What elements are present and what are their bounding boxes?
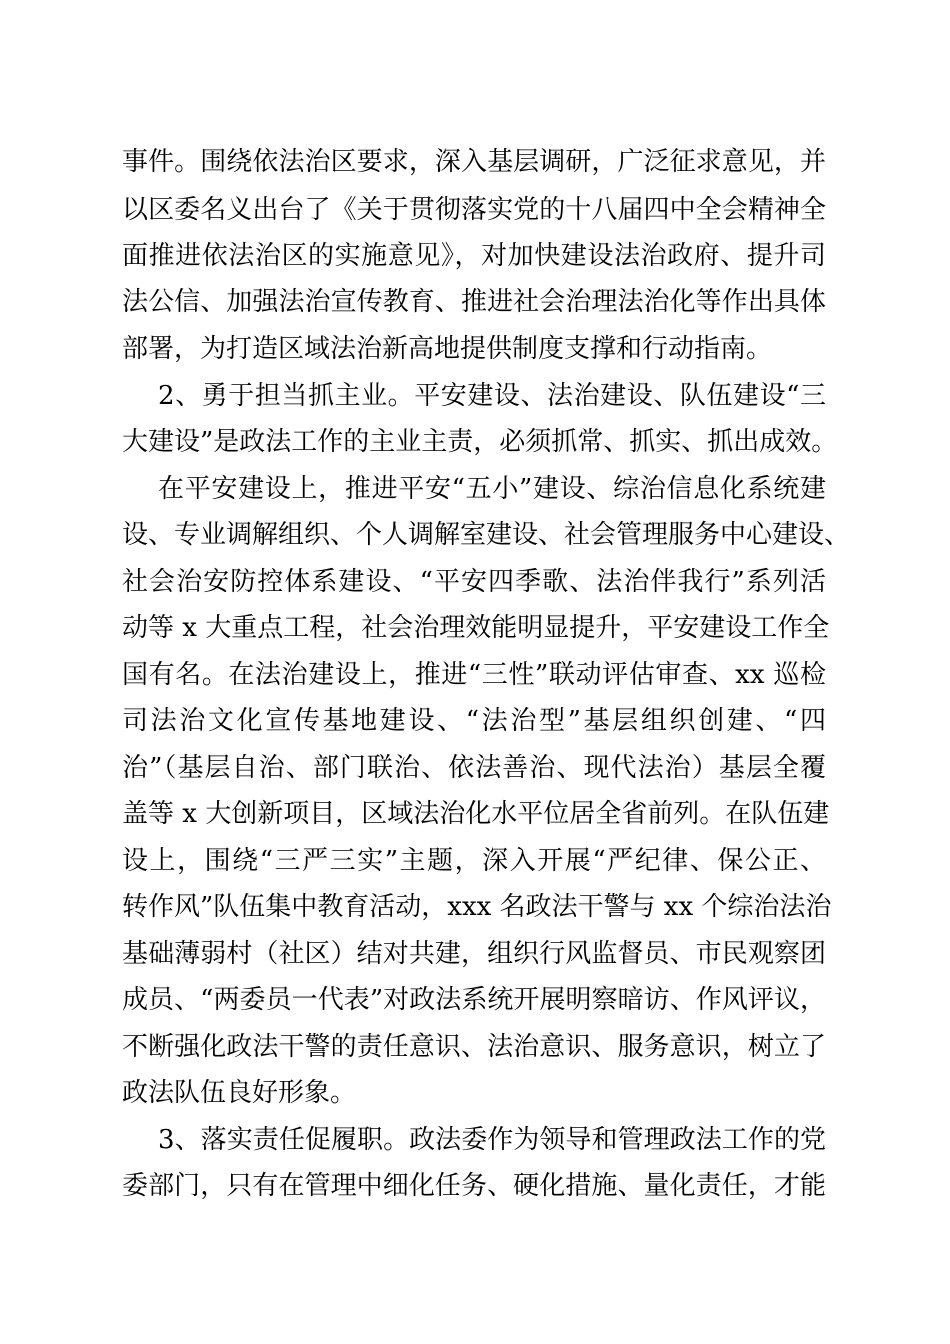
paragraph-2-line-1: 2、勇于担当抓主业。平安建设、法治建设、队伍建设“三 bbox=[158, 381, 826, 411]
text-line-21: 政法队伍良好形象。 bbox=[122, 1078, 357, 1108]
text-line-13: 司法治文化宣传基地建设、“法治型”基层组织创建、“四 bbox=[122, 706, 826, 736]
text-line-18: 基础薄弱村（社区）结对共建，组织行风监督员、市民观察团 bbox=[122, 939, 826, 969]
text-line-9: 设、专业调解组织、个人调解室建设、社会管理服务中心建设、 bbox=[122, 520, 851, 550]
text-line-7: 大建设”是政法工作的主业主责，必须抓常、抓实、抓出成效。 bbox=[122, 427, 838, 457]
text-line-5: 部署，为打造区域法治新高地提供制度支撑和行动指南。 bbox=[122, 334, 773, 364]
text-line-11: 动等 x 大重点工程，社会治理效能明显提升，平安建设工作全 bbox=[122, 613, 830, 643]
text-line-10: 社会治安防控体系建设、“平安四季歌、法治伴我行”系列活 bbox=[122, 567, 826, 597]
text-line-12: 国有名。在法治建设上，推进“三性”联动评估审查、xx 巡检 bbox=[122, 660, 826, 690]
paragraph-3-line-1: 在平安建设上，推进平安“五小”建设、综治信息化系统建 bbox=[158, 474, 826, 504]
text-line-20: 不断强化政法干警的责任意识、法治意识、服务意识，树立了 bbox=[122, 1032, 826, 1062]
paragraph-4-line-1: 3、落实责任促履职。政法委作为领导和管理政法工作的党 bbox=[158, 1125, 826, 1155]
text-line-3: 面推进依法治区的实施意见》，对加快建设法治政府、提升司 bbox=[122, 241, 826, 271]
text-line-23: 委部门，只有在管理中细化任务、硬化措施、量化责任，才能 bbox=[122, 1171, 826, 1201]
text-line-2: 以区委名义出台了《关于贯彻落实党的十八届四中全会精神全 bbox=[122, 195, 826, 225]
text-line-17: 转作风”队伍集中教育活动，xxx 名政法干警与 xx 个综治法治 bbox=[122, 892, 832, 922]
text-line-14: 治”（基层自治、部门联治、依法善治、现代法治）基层全覆 bbox=[122, 753, 826, 783]
text-line-15: 盖等 x 大创新项目，区域法治化水平位居全省前列。在队伍建 bbox=[122, 799, 830, 829]
text-line-1: 事件。围绕依法治区要求，深入基层调研，广泛征求意见，并 bbox=[122, 147, 826, 177]
text-line-19: 成员、“两委员一代表”对政法系统开展明察暗访、作风评议， bbox=[122, 985, 826, 1015]
text-line-16: 设上，围绕“三严三实”主题，深入开展“严纪律、保公正、 bbox=[122, 846, 826, 876]
text-line-4: 法公信、加强法治宣传教育、推进社会治理法治化等作出具体 bbox=[122, 287, 826, 317]
